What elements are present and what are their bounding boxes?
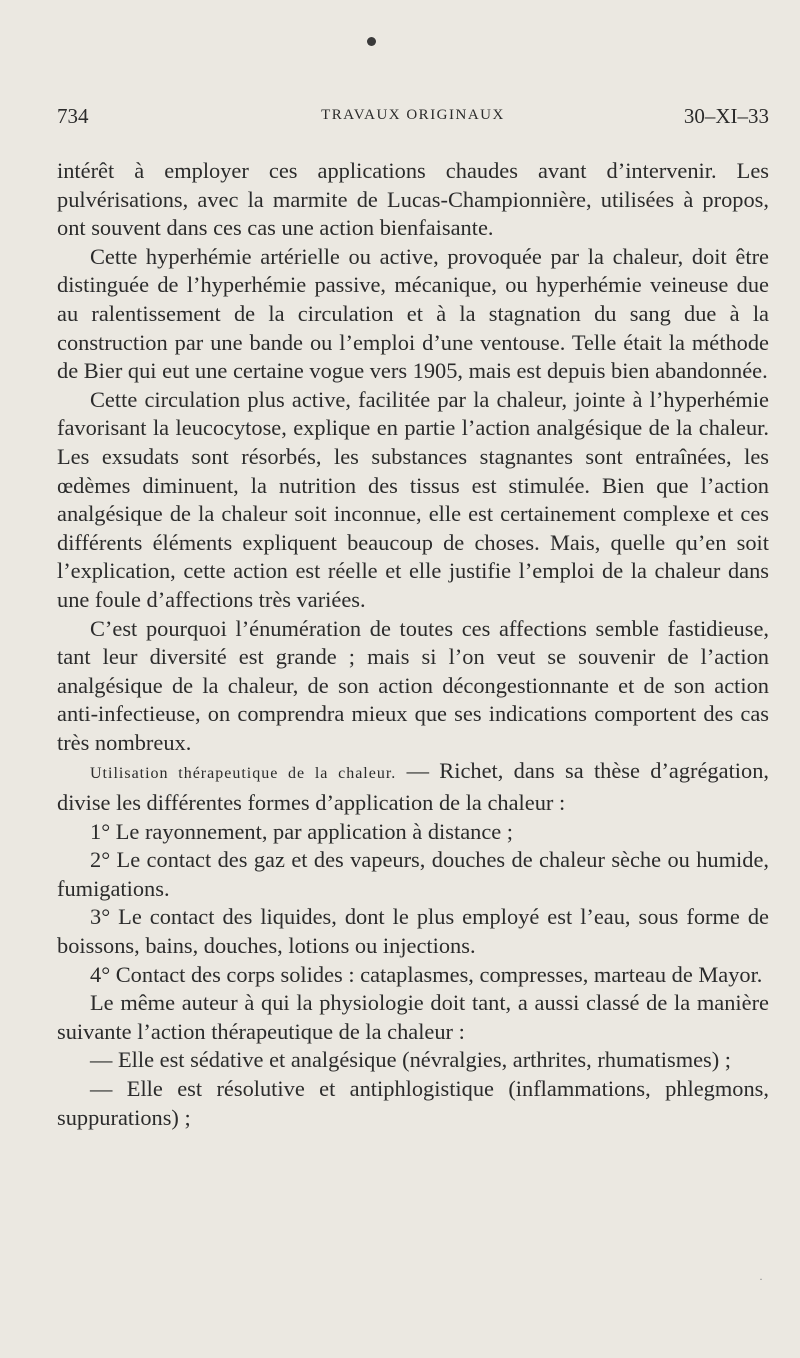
section-heading: Utilisation thérapeutique de la chaleur. [90, 765, 397, 783]
section-text: — Richet, dans sa thèse d’agrégation, divise les différentes formes d’application de la chaleur : [57, 758, 769, 816]
dash-item: — Elle est sédative et analgésique (névralgies, arthrites, rhumatismes) ; [90, 1047, 732, 1073]
header-date: 30–XI–33 [683, 104, 769, 128]
list-item: 4° Contact des corps solides : cataplasmes, compresses, marteau de Mayor. [90, 961, 763, 987]
running-header [57, 104, 769, 134]
running-title: TRAVAUX ORIGINAUX [321, 107, 505, 123]
page-footer [57, 1272, 769, 1302]
paragraph-classification: Le même auteur à qui la physiologie doit tant, a aussi classé de la manière suivante l’action thérapeutique de la chaleur : [57, 990, 769, 1044]
paragraph-circulation: Cette circulation plus active, facilitée par la chaleur, jointe à l’hyperhémie favorisant la leucocytose, explique en partie l’action analgésique de la chaleur. Les exsudats sont résorbés, les substances stagnantes sont entraînées, les œdèmes diminuent, la nutrition des tissus est stimulée. Bien que l’action analgésique de la chaleur soit inconnue, elle est certainement complexe et ces différents éléments expliquent beaucoup de choses. Mais, quelle qu’en soit l’explication, cette action est réelle et elle justifie l’emploi de la chaleur dans une foule d’affections très variées. [57, 386, 769, 612]
page-number: 734 [57, 104, 89, 128]
section-paragraph [57, 757, 769, 817]
margin-mark: · [759, 1272, 763, 1286]
list-item: 3° Le contact des liquides, dont le plus employé est l’eau, sous forme de boissons, bains, douches, lotions ou injections. [57, 904, 769, 959]
list-item: 2° Le contact des gaz et des vapeurs, douches de chaleur sèche ou humide, fumigations. [57, 847, 769, 901]
paragraph-continuation: intérêt à employer ces applications chaudes avant d’intervenir. Les pulvérisations, avec la marmite de Lucas-Championnière, utilisées à propos, ont souvent dans ces cas une action bienfaisante. [57, 158, 769, 241]
dash-item: — Elle est résolutive et antiphlogistique (inflammations, phlegmons, suppurations) ; [57, 1076, 769, 1130]
paragraph-hyperhemie: Cette hyperhémie artérielle ou active, provoquée par la chaleur, doit être distinguée de l’hyperhémie passive, mécanique, ou hyperhémie veineuse due au ralentissement de la circulation et à la stagnation du sang due à la construction par une bande ou l’emploi d’une ventouse. Telle était la méthode de Bier qui eut une certaine vogue vers 1905, mais est depuis bien abandonnée. [57, 243, 769, 384]
paragraph-enumeration: C’est pourquoi l’énumération de toutes ces affections semble fastidieuse, tant leur diversité est grande ; mais si l’on veut se souvenir de l’action analgésique de la chaleur, de son action décongestionnante et de son action anti-infectieuse, on comprendra mieux que ses indications comportent des cas très nombreux. [57, 615, 769, 755]
list-item: 1° Le rayonnement, par application à distance ; [90, 818, 514, 844]
page-body [57, 157, 769, 1132]
ink-dot-mark [367, 37, 376, 46]
